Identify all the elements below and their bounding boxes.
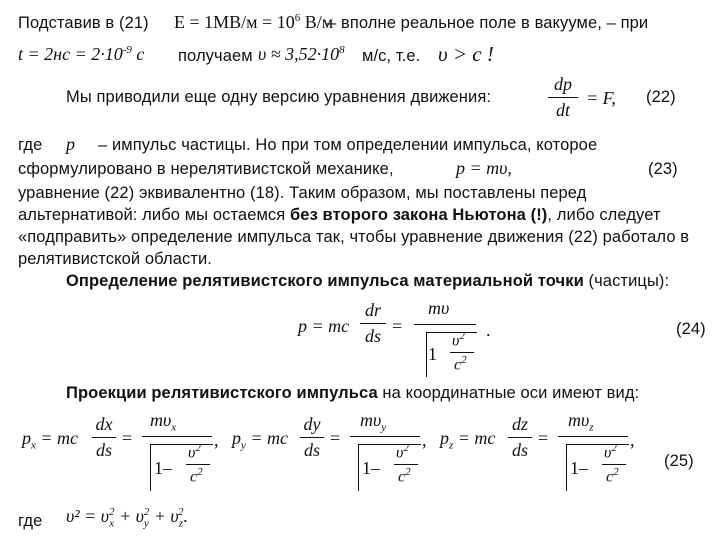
formula-p: p [66, 134, 75, 154]
sqrt-c-px: $c^2$ [190, 466, 203, 486]
sqrt-v-pz: $\upsilon^2$ [604, 442, 617, 462]
text-where-last: где [18, 512, 43, 530]
sqrt-one-px: 1– [154, 458, 172, 478]
sqrt-bar-py [394, 464, 418, 465]
formula-eq-F: = F, [586, 88, 616, 108]
equals-py: = [330, 428, 341, 448]
fraction-bar-pz [558, 436, 628, 437]
fraction-bar-24 [414, 324, 476, 325]
formula-inequality: υ > c ! [438, 42, 494, 66]
formula-p-mv: p = mυ, [456, 158, 512, 178]
sqrt-v2-24: $\upsilon^2$ [452, 330, 465, 350]
heading-projections: Проекции релятивистского импульса на координатные оси имеют вид: [66, 384, 640, 402]
eq-number-23: (23) [648, 160, 678, 178]
eq-number-22: (22) [646, 88, 676, 106]
sqrt-bar-px [186, 464, 210, 465]
sqrt-one-24: 1 [428, 344, 437, 364]
text-alternative: альтернативой: либо мы остаемся без второго закона Ньютона (!), либо следует [18, 206, 661, 224]
sqrt-c-py: $c^2$ [398, 466, 411, 486]
comma-pz: , [630, 430, 635, 450]
formula-v-squared: $\upsilon^2 = \upsilon_x^2 + \upsilon_y^2 + \upsilon_z^2$. [66, 506, 188, 530]
formula-py-lhs: $p_y$ = mc [232, 428, 289, 452]
fraction-bar-py [350, 436, 420, 437]
numerator-mv-24: mυ [428, 298, 450, 318]
comma-py: , [422, 430, 427, 450]
formula-field: $E = 1МВ/м = 10^6$ В/м [174, 12, 334, 32]
sqrt-v-px: $\upsilon^2$ [188, 442, 201, 462]
formula-24-lhs: p = mc [298, 316, 350, 336]
text-adjust: «подправить» определение импульса так, чтобы уравнение движения (22) работало в [18, 228, 690, 246]
sqrt-bar-pz [602, 464, 626, 465]
numerator-mvy: $m\upsilon_y$ [360, 410, 387, 434]
fraction-drds: dr ds [360, 300, 386, 347]
text-ms: м/с, т.е. [362, 47, 421, 65]
sqrt-frac-bar-24 [450, 352, 474, 353]
formula-time: $t = 2нс = 2\cdot 10^{-9}$ с [18, 44, 145, 64]
formula-px-lhs: $p_x$ = mc [22, 428, 79, 452]
sqrt-one-py: 1– [362, 458, 380, 478]
heading-definition: Определение релятивистского импульса материальной точки (частицы): [66, 272, 670, 290]
sqrt-one-pz: 1– [570, 458, 588, 478]
equals-pz: = [538, 428, 549, 448]
text-get: получаем [178, 47, 253, 65]
eq-number-25: (25) [664, 452, 694, 470]
formula-pz-lhs: $p_z$ = mc [440, 428, 496, 452]
fraction-bar-px [142, 436, 212, 437]
numerator-mvz: $m\upsilon_z$ [568, 410, 594, 434]
equals-24: = [392, 316, 403, 336]
dot-24: . [486, 320, 491, 340]
fraction-dpdt: dp dt [548, 74, 578, 121]
text-substituting: Подставив в (21) [18, 14, 149, 32]
fraction-dxds: dx ds [92, 414, 116, 461]
formula-velocity: $\upsilon \approx 3,52\cdot 10^8$ [258, 44, 345, 64]
text-real-field: – вполне реальное поле в вакууме, – при [327, 14, 649, 32]
eq-number-24: (24) [676, 320, 706, 338]
fraction-dyds: dy ds [300, 414, 324, 461]
text-equivalent: уравнение (22) эквивалентно (18). Таким образом, мы поставлены перед [18, 184, 587, 202]
sqrt-c2-24: $c^2$ [454, 354, 467, 374]
text-where: где [18, 136, 43, 154]
sqrt-v-py: $\upsilon^2$ [396, 442, 409, 462]
text-momentum: – импульс частицы. Но при том определении импульса, которое [98, 136, 598, 154]
fraction-dzds: dz ds [508, 414, 532, 461]
text-nonrelativistic: сформулировано в нерелятивистской механике, [18, 160, 394, 178]
numerator-mvx: $m\upsilon_x$ [150, 410, 177, 434]
equals-px: = [122, 428, 133, 448]
text-relativistic-region: релятивистской области. [18, 250, 212, 268]
sqrt-c-pz: $c^2$ [606, 466, 619, 486]
text-version: Мы приводили еще одну версию уравнения движения: [66, 88, 492, 106]
comma-px: , [214, 430, 219, 450]
